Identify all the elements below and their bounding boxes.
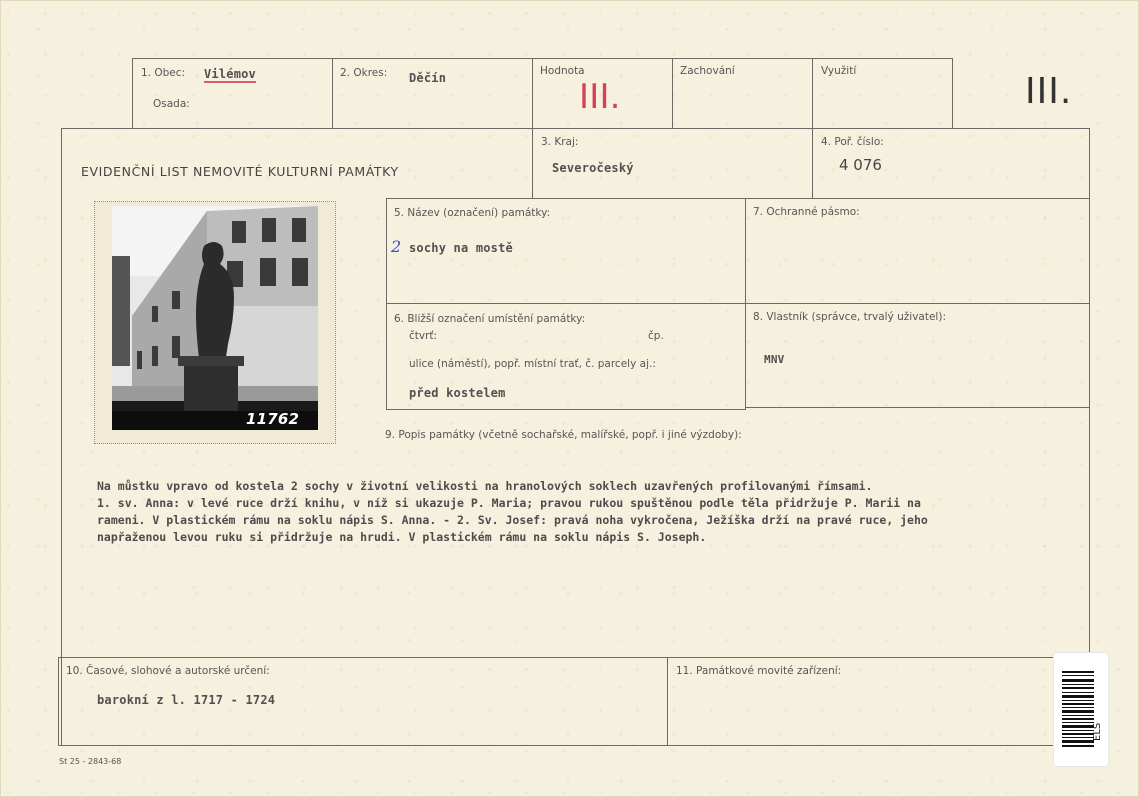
form-footer-code: St 25 - 2843-68 — [59, 757, 122, 766]
corner-category-mark: III. — [1025, 71, 1073, 112]
obec-value: Vilémov — [204, 67, 256, 81]
popis-line: napřaženou levou ruku si přidržuje na hrudi. V plastickém rámu na soklu nápis S. Joseph. — [97, 530, 707, 544]
hodnota-label: Hodnota — [540, 65, 585, 77]
barcode-text: ELS — [1092, 722, 1103, 741]
osada-label: Osada: — [153, 98, 190, 110]
photo-number: 11762 — [246, 410, 300, 428]
okres-label: 2. Okres: — [340, 67, 388, 79]
zachovani-label: Zachování — [680, 65, 735, 77]
popis-line: rameni. V plastickém rámu na soklu nápis S. Anna. - 2. Sv. Josef: pravá noha vykročena, Ježíška drží na pravé ruce, jeho — [97, 513, 928, 527]
casove-urceni-value: barokní z l. 1717 - 1724 — [97, 693, 276, 707]
hodnota-value: III. — [579, 77, 621, 117]
vlastnik-label: 8. Vlastník (správce, trvalý uživatel): — [753, 311, 946, 323]
vlastnik-value: MNV — [764, 353, 785, 366]
form-title: EVIDENČNÍ LIST NEMOVITÉ KULTURNÍ PAMÁTKY — [81, 164, 399, 179]
popis-line: Na můstku vpravo od kostela 2 sochy v životní velikosti na hranolových soklech uzavřených profilovanými římsami. — [97, 479, 873, 493]
movite-zarizeni-label: 11. Památkové movité zařízení: — [676, 665, 842, 677]
vyuziti-label: Využití — [821, 65, 857, 77]
poradove-cislo-label: 4. Poř. číslo: — [821, 136, 884, 148]
nazev-label: 5. Název (označení) památky: — [394, 207, 551, 219]
poradove-cislo-value: 4 076 — [839, 156, 882, 174]
umisteni-label: 6. Bližší označení umístění památky: — [394, 313, 586, 325]
ochranne-pasmo-label: 7. Ochranné pásmo: — [753, 206, 860, 218]
casove-urceni-label: 10. Časové, slohové a autorské určení: — [66, 665, 270, 677]
popis-line: 1. sv. Anna: v levé ruce drží knihu, v níž si ukazuje P. Maria; pravou rukou spuštěnou podle těla přidržuje P. Marii na — [97, 496, 921, 510]
ulice-label: ulice (náměstí), popř. místní trať, č. parcely aj.: — [409, 358, 656, 370]
ctvrt-label: čtvrť: — [409, 330, 438, 342]
okres-value: Děčín — [409, 71, 447, 85]
nazev-value: sochy na mostě — [409, 241, 513, 255]
kraj-label: 3. Kraj: — [541, 136, 579, 148]
nazev-handwritten-prefix: 2 — [391, 237, 402, 256]
umisteni-value: před kostelem — [409, 386, 506, 400]
cp-label: čp. — [648, 330, 664, 342]
popis-text — [97, 478, 1057, 546]
monument-photo — [112, 206, 318, 430]
barcode-icon — [1054, 653, 1110, 768]
popis-label: 9. Popis památky (včetně sochařské, malířské, popř. i jiné výzdoby): — [385, 429, 742, 441]
statue-building-image — [112, 206, 318, 430]
obec-label: 1. Obec: — [141, 67, 186, 79]
kraj-value: Severočeský — [552, 161, 634, 175]
barcode-sticker — [1053, 652, 1109, 767]
